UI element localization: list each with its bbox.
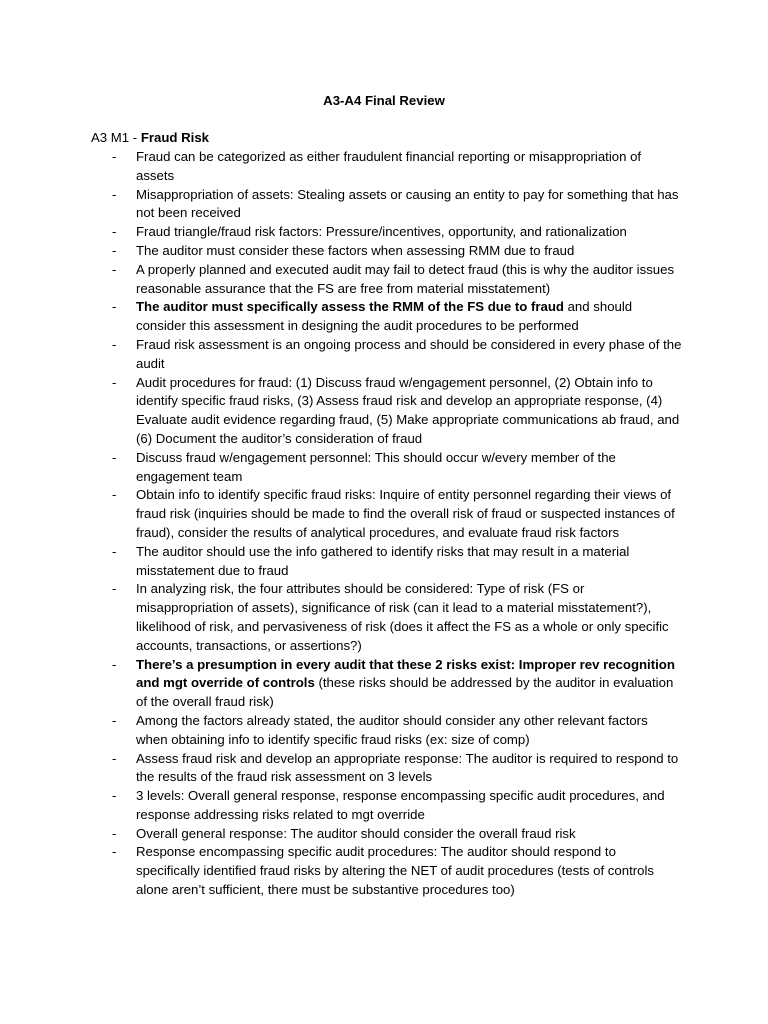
- bullet-text: Obtain info to identify specific fraud risks: Inquire of entity personnel regarding their views of fraud risk (inquiries should be made to find the overall risk of fraud or suspected instances of fraud), consider the results of analytical procedures, and evaluate fraud risk factors: [136, 487, 675, 540]
- bullet-dash: -: [112, 449, 117, 465]
- list-item: [0, 186, 768, 224]
- bullet-text: Fraud risk assessment is an ongoing process and should be considered in every phase of the audit: [136, 336, 682, 371]
- list-item: [0, 580, 768, 655]
- list-item: [0, 374, 768, 449]
- list-item: [0, 787, 768, 825]
- bullet-dash: -: [112, 336, 117, 352]
- bullet-dash: -: [112, 543, 117, 559]
- section-title: Fraud Risk: [140, 130, 209, 145]
- list-item: [0, 543, 768, 581]
- list-item: [0, 486, 768, 542]
- list-item: [0, 449, 768, 487]
- list-item: [0, 825, 768, 844]
- bullet-text: and should consider this assessment in designing the audit procedures to be performed: [136, 299, 633, 334]
- bullet-text: A properly planned and executed audit may fail to detect fraud (this is why the auditor issues reasonable assurance that the FS are free from material misstatement): [136, 261, 675, 296]
- list-item: [0, 148, 768, 186]
- bullet-list: [0, 148, 768, 900]
- bullet-text: Audit procedures for fraud: (1) Discuss fraud w/engagement personnel, (2) Obtain info to identify specific fraud risks, (3) Assess fraud risk and develop an appropriate response, (4) Evaluate audit evidence regarding fraud, (5) Make appropriate communications ab fraud, and (6) Document the auditor’s consideration of fraud: [136, 374, 680, 446]
- bullet-text: Response encompassing specific audit procedures: The auditor should respond to specifically identified fraud risks by altering the NET of audit procedures (tests of controls alone aren’t sufficient, there must be substantive procedures too): [136, 844, 654, 898]
- bullet-dash: -: [112, 242, 117, 258]
- list-item: [0, 223, 768, 242]
- bullet-text: 3 levels: Overall general response, response encompassing specific audit procedures, and response addressing risks related to mgt override: [136, 788, 665, 822]
- bullet-dash: -: [112, 374, 117, 390]
- bullet-text: Assess fraud risk and develop an appropriate response: The auditor is required to respond to the results of the fraud risk assessment on 3 levels: [136, 750, 679, 785]
- bullet-dash: -: [112, 750, 117, 766]
- bullet-text: Fraud triangle/fraud risk factors: Pressure/incentives, opportunity, and rationalization: [136, 224, 627, 240]
- bullet-dash: -: [112, 844, 117, 860]
- bullet-dash: -: [112, 261, 117, 277]
- bullet-bold-text: There’s a presumption in every audit that these 2 risks exist: Improper rev recognition and mgt override of controls: [136, 656, 675, 691]
- bullet-text: Fraud can be categorized as either fraudulent financial reporting or misappropriation of assets: [136, 149, 642, 183]
- list-item: [0, 843, 768, 899]
- bullet-text: The auditor must consider these factors when assessing RMM due to fraud: [136, 242, 575, 258]
- bullet-dash: -: [112, 656, 117, 672]
- section-prefix: A3 M1 -: [91, 130, 141, 145]
- list-item: [0, 336, 768, 374]
- bullet-dash: -: [112, 581, 117, 597]
- list-item: [0, 750, 768, 788]
- list-item: [0, 298, 768, 336]
- list-item: [0, 242, 768, 261]
- bullet-text: Misappropriation of assets: Stealing assets or causing an entity to pay for something that has not been received: [136, 186, 679, 221]
- bullet-text: The auditor should use the info gathered to identify risks that may result in a material misstatement due to fraud: [136, 543, 630, 578]
- bullet-bold-text: The auditor must specifically assess the RMM of the FS due to fraud: [136, 299, 564, 315]
- bullet-text: Overall general response: The auditor should consider the overall fraud risk: [136, 825, 576, 841]
- page-title: A3-A4 Final Review: [323, 93, 445, 108]
- bullet-dash: -: [112, 487, 117, 503]
- bullet-dash: -: [112, 825, 117, 841]
- bullet-dash: -: [112, 712, 117, 728]
- bullet-dash: -: [112, 299, 117, 315]
- list-item: [0, 656, 768, 712]
- bullet-dash: -: [112, 149, 117, 164]
- bullet-text: Discuss fraud w/engagement personnel: This should occur w/every member of the engagement team: [136, 449, 616, 484]
- bullet-text: In analyzing risk, the four attributes should be considered: Type of risk (FS or misappropriation of assets), significance of risk (can it lead to a material misstatement?), likelihood of risk, and pervasiveness of risk (does it affect the FS as a whole or only specific accounts, transactions, or assertions?): [136, 581, 669, 653]
- section-heading: [91, 129, 209, 148]
- bullet-dash: -: [112, 186, 117, 202]
- bullet-text: (these risks should be addressed by the auditor in evaluation of the overall fraud risk): [136, 675, 674, 710]
- bullet-dash: -: [112, 788, 117, 804]
- list-item: [0, 712, 768, 750]
- bullet-text: Among the factors already stated, the auditor should consider any other relevant factors when obtaining info to identify specific fraud risks (ex: size of comp): [136, 712, 648, 747]
- list-item: [0, 261, 768, 299]
- bullet-dash: -: [112, 224, 117, 240]
